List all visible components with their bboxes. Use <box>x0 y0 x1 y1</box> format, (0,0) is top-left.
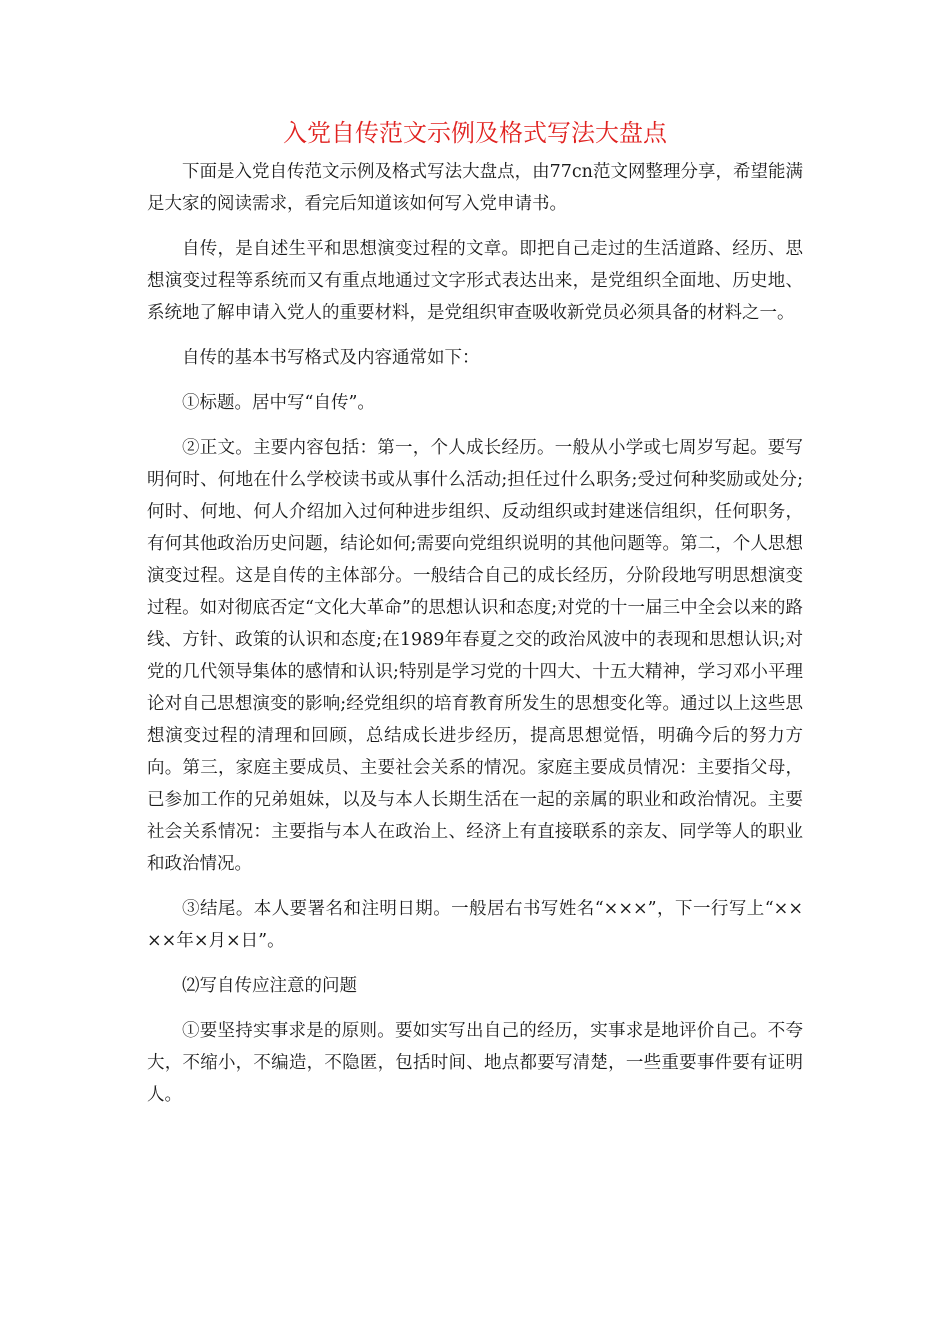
ending-rule-paragraph: ③结尾。本人要署名和注明日期。一般居右书写姓名“×××”，下一行写上“××××年×月×日”。 <box>147 899 803 951</box>
definition-paragraph: 自传，是自述生平和思想演变过程的文章。即把自己走过的生活道路、经历、思想演变过程等系统而又有重点地通过文字形式表达出来，是党组织全面地、历史地、系统地了解申请入党人的重要材料，是党组织审查吸收新党员必须具备的材料之一。 <box>147 239 803 323</box>
body-rule-paragraph: ②正文。主要内容包括：第一，个人成长经历。一般从小学或七周岁写起。要写明何时、何地在什么学校读书或从事什么活动;担任过什么职务;受过何种奖励或处分;何时、何地、何人介绍加入过何种进步组织、反动组织或封建迷信组织，任何职务，有何其他政治历史问题，结论如何;需要向党组织说明的其他问题等。第二，个人思想演变过程。这是自传的主体部分。一般结合自己的成长经历，分阶段地写明思想演变过程。如对彻底否定“文化大革命”的思想认识和态度;对党的十一届三中全会以来的路线、方针、政策的认识和态度;在1989年春夏之交的政治风波中的表现和思想认识;对党的几代领导集体的感情和认识;特别是学习党的十四大、十五大精神，学习邓小平理论对自己思想演变的影响;经党组织的培育教育所发生的思想变化等。通过以上这些思想演变过程的清理和回顾，总结成长进步经历，提高思想觉悟，明确今后的努力方向。第三，家庭主要成员、主要社会关系的情况。家庭主要成员情况：主要指父母，已参加工作的兄弟姐妹，以及与本人长期生活在一起的亲属的职业和政治情况。主要社会关系情况：主要指与本人在政治上、经济上有直接联系的亲友、同学等人的职业和政治情况。 <box>147 438 803 874</box>
format-heading-paragraph: 自传的基本书写格式及内容通常如下： <box>182 348 480 368</box>
notes-heading-paragraph: ⑵写自传应注意的问题 <box>182 976 357 996</box>
document-title: 入党自传范文示例及格式写法大盘点 <box>283 119 667 147</box>
truthfulness-paragraph: ①要坚持实事求是的原则。要如实写出自己的经历，实事求是地评价自己。不夸大，不缩小，不编造，不隐匿，包括时间、地点都要写清楚，一些重要事件要有证明人。 <box>147 1021 803 1105</box>
title-rule-paragraph: ①标题。居中写“自传”。 <box>182 393 375 413</box>
intro-paragraph: 下面是入党自传范文示例及格式写法大盘点，由77cn范文网整理分享，希望能满足大家的阅读需求，看完后知道该如何写入党申请书。 <box>147 162 803 214</box>
document-body <box>147 156 803 1124</box>
